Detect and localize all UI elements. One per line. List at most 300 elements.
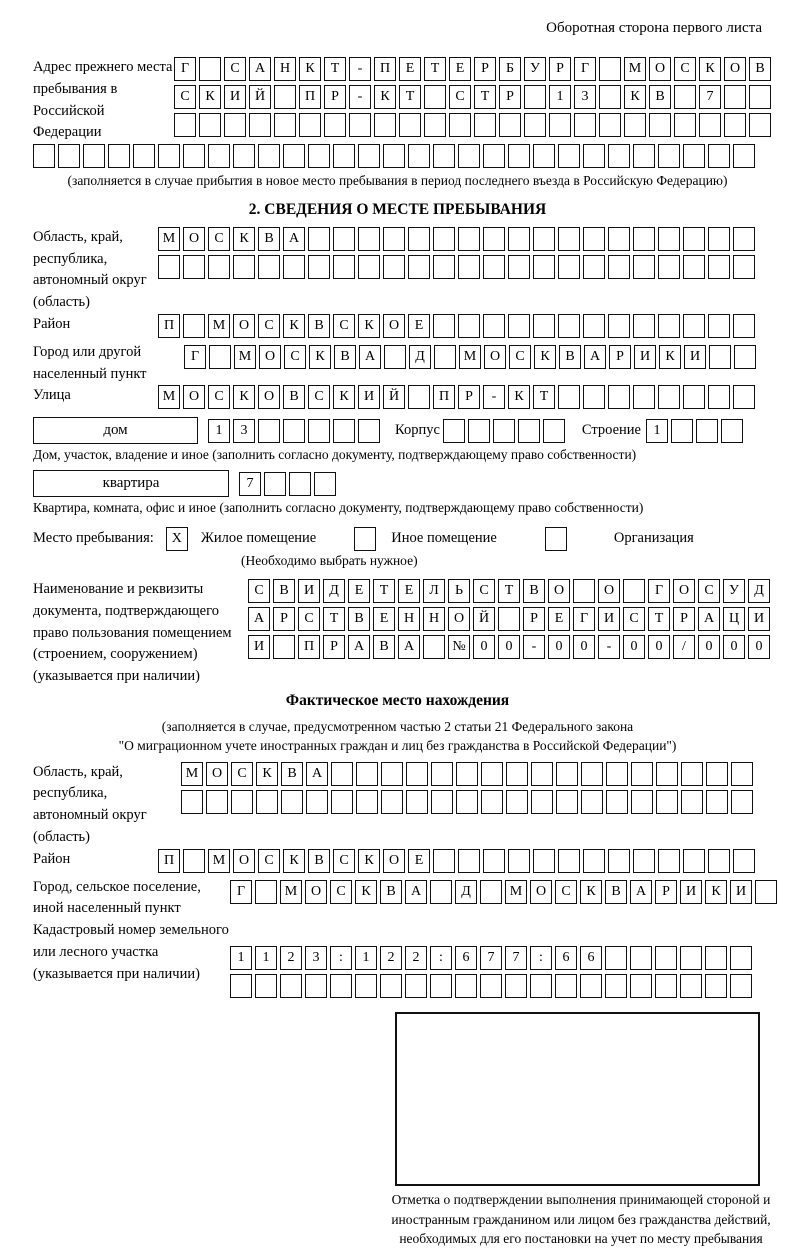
char-cell[interactable] [434, 345, 456, 369]
char-cell[interactable] [208, 255, 230, 279]
char-cell[interactable] [581, 762, 603, 786]
char-cell[interactable] [324, 113, 346, 137]
char-cell[interactable]: - [598, 635, 620, 659]
char-cell[interactable]: П [299, 85, 321, 109]
char-cell[interactable] [733, 385, 755, 409]
char-cell[interactable] [308, 227, 330, 251]
char-cell[interactable]: А [584, 345, 606, 369]
char-cell[interactable]: Д [455, 880, 477, 904]
char-cell[interactable]: Й [249, 85, 271, 109]
char-cell[interactable]: Д [748, 579, 770, 603]
char-cell[interactable] [583, 849, 605, 873]
char-cell[interactable] [599, 57, 621, 81]
char-cell[interactable]: Т [474, 85, 496, 109]
char-cell[interactable] [558, 255, 580, 279]
char-cell[interactable] [289, 472, 311, 496]
char-cell[interactable]: П [433, 385, 455, 409]
char-cell[interactable] [305, 974, 327, 998]
char-cell[interactable] [506, 762, 528, 786]
char-cell[interactable] [733, 144, 755, 168]
char-cell[interactable]: В [523, 579, 545, 603]
char-cell[interactable]: М [505, 880, 527, 904]
char-cell[interactable] [633, 255, 655, 279]
char-cell[interactable] [406, 762, 428, 786]
char-cell[interactable] [608, 849, 630, 873]
char-cell[interactable]: Ь [448, 579, 470, 603]
char-cell[interactable]: - [349, 57, 371, 81]
char-cell[interactable] [730, 974, 752, 998]
char-cell[interactable]: 1 [255, 946, 277, 970]
char-cell[interactable]: 0 [623, 635, 645, 659]
char-cell[interactable] [331, 790, 353, 814]
char-cell[interactable] [633, 385, 655, 409]
char-cell[interactable]: П [158, 314, 180, 338]
char-cell[interactable] [524, 113, 546, 137]
char-cell[interactable]: : [330, 946, 352, 970]
char-cell[interactable] [458, 849, 480, 873]
char-cell[interactable] [518, 419, 540, 443]
char-cell[interactable] [734, 345, 756, 369]
char-cell[interactable] [605, 946, 627, 970]
char-cell[interactable]: К [283, 314, 305, 338]
char-cell[interactable] [408, 385, 430, 409]
char-cell[interactable]: 1 [208, 419, 230, 443]
char-cell[interactable]: К [358, 314, 380, 338]
char-cell[interactable] [533, 314, 555, 338]
char-cell[interactable]: Г [574, 57, 596, 81]
char-cell[interactable]: Р [523, 607, 545, 631]
char-cell[interactable]: Р [655, 880, 677, 904]
char-cell[interactable]: К [705, 880, 727, 904]
char-cell[interactable] [443, 419, 465, 443]
char-cell[interactable]: Т [373, 579, 395, 603]
char-cell[interactable] [331, 762, 353, 786]
char-cell[interactable] [656, 762, 678, 786]
char-cell[interactable]: С [333, 849, 355, 873]
char-cell[interactable]: - [483, 385, 505, 409]
char-cell[interactable]: 3 [574, 85, 596, 109]
char-cell[interactable] [556, 762, 578, 786]
char-cell[interactable] [606, 790, 628, 814]
char-cell[interactable] [574, 113, 596, 137]
char-cell[interactable] [483, 227, 505, 251]
char-cell[interactable]: И [358, 385, 380, 409]
char-cell[interactable]: Г [184, 345, 206, 369]
char-cell[interactable] [405, 974, 427, 998]
char-cell[interactable] [264, 472, 286, 496]
char-cell[interactable] [674, 85, 696, 109]
char-cell[interactable] [384, 345, 406, 369]
char-cell[interactable]: С [330, 880, 352, 904]
char-cell[interactable] [83, 144, 105, 168]
char-cell[interactable] [330, 974, 352, 998]
char-cell[interactable]: Д [323, 579, 345, 603]
char-cell[interactable] [273, 635, 295, 659]
char-cell[interactable]: А [283, 227, 305, 251]
char-cell[interactable] [674, 113, 696, 137]
char-cell[interactable] [708, 849, 730, 873]
char-cell[interactable] [755, 880, 777, 904]
char-cell[interactable] [206, 790, 228, 814]
char-cell[interactable] [705, 974, 727, 998]
char-cell[interactable] [468, 419, 490, 443]
char-cell[interactable]: Р [549, 57, 571, 81]
char-cell[interactable]: С [298, 607, 320, 631]
char-cell[interactable]: В [749, 57, 771, 81]
char-cell[interactable]: В [559, 345, 581, 369]
char-cell[interactable] [708, 255, 730, 279]
char-cell[interactable]: Е [398, 579, 420, 603]
char-cell[interactable]: № [448, 635, 470, 659]
char-cell[interactable] [708, 144, 730, 168]
char-cell[interactable] [258, 255, 280, 279]
char-cell[interactable] [255, 974, 277, 998]
char-cell[interactable] [583, 385, 605, 409]
char-cell[interactable]: И [224, 85, 246, 109]
char-cell[interactable] [555, 974, 577, 998]
char-cell[interactable]: О [206, 762, 228, 786]
char-cell[interactable] [655, 946, 677, 970]
char-cell[interactable]: 1 [355, 946, 377, 970]
char-cell[interactable] [583, 144, 605, 168]
char-cell[interactable] [733, 255, 755, 279]
char-cell[interactable]: 0 [498, 635, 520, 659]
char-cell[interactable] [358, 227, 380, 251]
char-cell[interactable] [408, 227, 430, 251]
char-cell[interactable]: К [580, 880, 602, 904]
char-cell[interactable]: А [405, 880, 427, 904]
char-cell[interactable]: 1 [646, 419, 668, 443]
char-cell[interactable] [199, 113, 221, 137]
char-cell[interactable] [333, 144, 355, 168]
char-cell[interactable] [608, 314, 630, 338]
char-cell[interactable] [683, 227, 705, 251]
char-cell[interactable] [433, 227, 455, 251]
char-cell[interactable]: 0 [648, 635, 670, 659]
char-cell[interactable] [683, 144, 705, 168]
char-cell[interactable]: 0 [748, 635, 770, 659]
char-cell[interactable] [299, 113, 321, 137]
char-cell[interactable] [333, 419, 355, 443]
char-cell[interactable] [733, 227, 755, 251]
char-cell[interactable]: 0 [573, 635, 595, 659]
char-cell[interactable]: С [555, 880, 577, 904]
char-cell[interactable]: Н [398, 607, 420, 631]
char-cell[interactable]: 0 [548, 635, 570, 659]
char-cell[interactable] [658, 385, 680, 409]
char-cell[interactable]: Т [424, 57, 446, 81]
char-cell[interactable]: К [508, 385, 530, 409]
char-cell[interactable]: 7 [505, 946, 527, 970]
char-cell[interactable] [33, 144, 55, 168]
char-cell[interactable] [274, 85, 296, 109]
char-cell[interactable] [233, 255, 255, 279]
char-cell[interactable]: И [684, 345, 706, 369]
char-cell[interactable]: А [306, 762, 328, 786]
char-cell[interactable] [696, 419, 718, 443]
char-cell[interactable]: 1 [230, 946, 252, 970]
char-cell[interactable]: 3 [233, 419, 255, 443]
char-cell[interactable] [481, 790, 503, 814]
char-cell[interactable]: У [524, 57, 546, 81]
char-cell[interactable] [681, 790, 703, 814]
char-cell[interactable] [683, 255, 705, 279]
char-cell[interactable]: В [283, 385, 305, 409]
char-cell[interactable]: И [298, 579, 320, 603]
char-cell[interactable]: К [256, 762, 278, 786]
char-cell[interactable] [623, 579, 645, 603]
char-cell[interactable] [633, 227, 655, 251]
char-cell[interactable] [724, 85, 746, 109]
char-cell[interactable]: О [183, 227, 205, 251]
char-cell[interactable]: / [673, 635, 695, 659]
char-cell[interactable]: К [374, 85, 396, 109]
char-cell[interactable] [545, 527, 567, 551]
char-cell[interactable] [183, 314, 205, 338]
char-cell[interactable]: О [305, 880, 327, 904]
char-cell[interactable]: 7 [480, 946, 502, 970]
char-cell[interactable] [208, 144, 230, 168]
char-cell[interactable]: - [349, 85, 371, 109]
char-cell[interactable] [606, 762, 628, 786]
char-cell[interactable]: В [273, 579, 295, 603]
char-cell[interactable] [508, 314, 530, 338]
char-cell[interactable] [558, 227, 580, 251]
char-cell[interactable] [383, 144, 405, 168]
char-cell[interactable] [430, 880, 452, 904]
char-cell[interactable]: О [530, 880, 552, 904]
char-cell[interactable] [58, 144, 80, 168]
char-cell[interactable]: О [649, 57, 671, 81]
char-cell[interactable] [308, 255, 330, 279]
char-cell[interactable]: О [484, 345, 506, 369]
char-cell[interactable] [483, 255, 505, 279]
char-cell[interactable]: К [299, 57, 321, 81]
char-cell[interactable] [356, 762, 378, 786]
char-cell[interactable]: А [348, 635, 370, 659]
char-cell[interactable]: Р [474, 57, 496, 81]
char-cell[interactable] [408, 144, 430, 168]
char-cell[interactable]: 2 [380, 946, 402, 970]
char-cell[interactable] [333, 255, 355, 279]
char-cell[interactable] [283, 255, 305, 279]
char-cell[interactable] [630, 946, 652, 970]
char-cell[interactable] [671, 419, 693, 443]
char-cell[interactable]: О [673, 579, 695, 603]
char-cell[interactable] [508, 144, 530, 168]
char-cell[interactable]: В [334, 345, 356, 369]
char-cell[interactable] [230, 974, 252, 998]
char-cell[interactable]: К [333, 385, 355, 409]
char-cell[interactable] [308, 419, 330, 443]
char-cell[interactable] [558, 385, 580, 409]
char-cell[interactable] [706, 762, 728, 786]
char-cell[interactable] [581, 790, 603, 814]
char-cell[interactable] [354, 527, 376, 551]
char-cell[interactable] [181, 790, 203, 814]
char-cell[interactable] [630, 974, 652, 998]
char-cell[interactable] [283, 419, 305, 443]
char-cell[interactable]: М [208, 314, 230, 338]
char-cell[interactable]: С [308, 385, 330, 409]
char-cell[interactable]: Г [648, 579, 670, 603]
char-cell[interactable]: М [459, 345, 481, 369]
char-cell[interactable] [556, 790, 578, 814]
char-cell[interactable]: Р [458, 385, 480, 409]
char-cell[interactable] [608, 385, 630, 409]
char-cell[interactable]: С [231, 762, 253, 786]
char-cell[interactable] [683, 314, 705, 338]
char-cell[interactable] [631, 790, 653, 814]
char-cell[interactable]: Е [408, 314, 430, 338]
char-cell[interactable] [533, 227, 555, 251]
char-cell[interactable] [433, 314, 455, 338]
char-cell[interactable] [481, 762, 503, 786]
char-cell[interactable] [633, 849, 655, 873]
char-cell[interactable]: С [258, 314, 280, 338]
char-cell[interactable]: X [166, 527, 188, 551]
char-cell[interactable] [631, 762, 653, 786]
char-cell[interactable] [583, 314, 605, 338]
char-cell[interactable]: С [698, 579, 720, 603]
char-cell[interactable]: И [634, 345, 656, 369]
char-cell[interactable] [358, 144, 380, 168]
char-cell[interactable] [456, 790, 478, 814]
char-cell[interactable]: М [208, 849, 230, 873]
char-cell[interactable] [508, 227, 530, 251]
char-cell[interactable] [258, 144, 280, 168]
char-cell[interactable]: О [259, 345, 281, 369]
char-cell[interactable] [724, 113, 746, 137]
char-cell[interactable]: Г [174, 57, 196, 81]
char-cell[interactable] [483, 144, 505, 168]
char-cell[interactable]: 6 [555, 946, 577, 970]
char-cell[interactable]: 7 [239, 472, 261, 496]
char-cell[interactable] [406, 790, 428, 814]
char-cell[interactable] [133, 144, 155, 168]
char-cell[interactable] [580, 974, 602, 998]
char-cell[interactable] [506, 790, 528, 814]
char-cell[interactable]: Т [498, 579, 520, 603]
char-cell[interactable] [530, 974, 552, 998]
char-cell[interactable] [683, 385, 705, 409]
char-cell[interactable]: К [534, 345, 556, 369]
char-cell[interactable]: С [449, 85, 471, 109]
char-cell[interactable]: Е [348, 579, 370, 603]
char-cell[interactable]: К [309, 345, 331, 369]
char-cell[interactable] [274, 113, 296, 137]
char-cell[interactable]: 0 [723, 635, 745, 659]
char-cell[interactable]: О [724, 57, 746, 81]
char-cell[interactable]: : [430, 946, 452, 970]
char-cell[interactable] [680, 974, 702, 998]
char-cell[interactable] [183, 849, 205, 873]
char-cell[interactable] [431, 790, 453, 814]
char-cell[interactable]: Т [648, 607, 670, 631]
char-cell[interactable] [249, 113, 271, 137]
char-cell[interactable] [423, 635, 445, 659]
char-cell[interactable] [706, 790, 728, 814]
char-cell[interactable] [349, 113, 371, 137]
char-cell[interactable] [658, 255, 680, 279]
char-cell[interactable] [256, 790, 278, 814]
char-cell[interactable] [499, 113, 521, 137]
char-cell[interactable] [183, 255, 205, 279]
char-cell[interactable] [658, 144, 680, 168]
char-cell[interactable]: В [308, 849, 330, 873]
char-cell[interactable] [733, 849, 755, 873]
char-cell[interactable] [283, 144, 305, 168]
char-cell[interactable] [608, 144, 630, 168]
char-cell[interactable]: Р [323, 635, 345, 659]
char-cell[interactable]: К [358, 849, 380, 873]
char-cell[interactable] [483, 314, 505, 338]
char-cell[interactable] [456, 762, 478, 786]
char-cell[interactable]: С [258, 849, 280, 873]
char-cell[interactable] [681, 762, 703, 786]
char-cell[interactable] [258, 419, 280, 443]
char-cell[interactable] [458, 314, 480, 338]
char-cell[interactable]: С [174, 85, 196, 109]
char-cell[interactable] [480, 880, 502, 904]
char-cell[interactable]: Б [499, 57, 521, 81]
char-cell[interactable]: Р [499, 85, 521, 109]
char-cell[interactable] [708, 227, 730, 251]
char-cell[interactable] [431, 762, 453, 786]
char-cell[interactable]: В [605, 880, 627, 904]
char-cell[interactable] [356, 790, 378, 814]
char-cell[interactable] [424, 85, 446, 109]
char-cell[interactable]: С [208, 227, 230, 251]
char-cell[interactable] [474, 113, 496, 137]
char-cell[interactable] [458, 255, 480, 279]
char-cell[interactable]: Р [673, 607, 695, 631]
char-cell[interactable] [533, 255, 555, 279]
char-cell[interactable]: О [448, 607, 470, 631]
char-cell[interactable] [480, 974, 502, 998]
char-cell[interactable]: Р [609, 345, 631, 369]
char-cell[interactable] [433, 849, 455, 873]
char-cell[interactable] [183, 144, 205, 168]
char-cell[interactable] [705, 946, 727, 970]
char-cell[interactable] [558, 314, 580, 338]
char-cell[interactable] [308, 144, 330, 168]
char-cell[interactable]: В [348, 607, 370, 631]
char-cell[interactable]: В [649, 85, 671, 109]
char-cell[interactable]: М [280, 880, 302, 904]
char-cell[interactable] [531, 762, 553, 786]
char-cell[interactable] [483, 849, 505, 873]
char-cell[interactable] [383, 227, 405, 251]
char-cell[interactable] [380, 974, 402, 998]
char-cell[interactable]: 0 [473, 635, 495, 659]
char-cell[interactable] [733, 314, 755, 338]
char-cell[interactable] [599, 113, 621, 137]
char-cell[interactable]: С [284, 345, 306, 369]
char-cell[interactable]: Д [409, 345, 431, 369]
char-cell[interactable]: С [248, 579, 270, 603]
char-cell[interactable] [408, 255, 430, 279]
char-cell[interactable] [524, 85, 546, 109]
char-cell[interactable] [683, 849, 705, 873]
char-cell[interactable]: В [380, 880, 402, 904]
char-cell[interactable] [424, 113, 446, 137]
char-cell[interactable]: А [398, 635, 420, 659]
char-cell[interactable] [430, 974, 452, 998]
char-cell[interactable] [433, 144, 455, 168]
char-cell[interactable] [649, 113, 671, 137]
char-cell[interactable]: Е [408, 849, 430, 873]
